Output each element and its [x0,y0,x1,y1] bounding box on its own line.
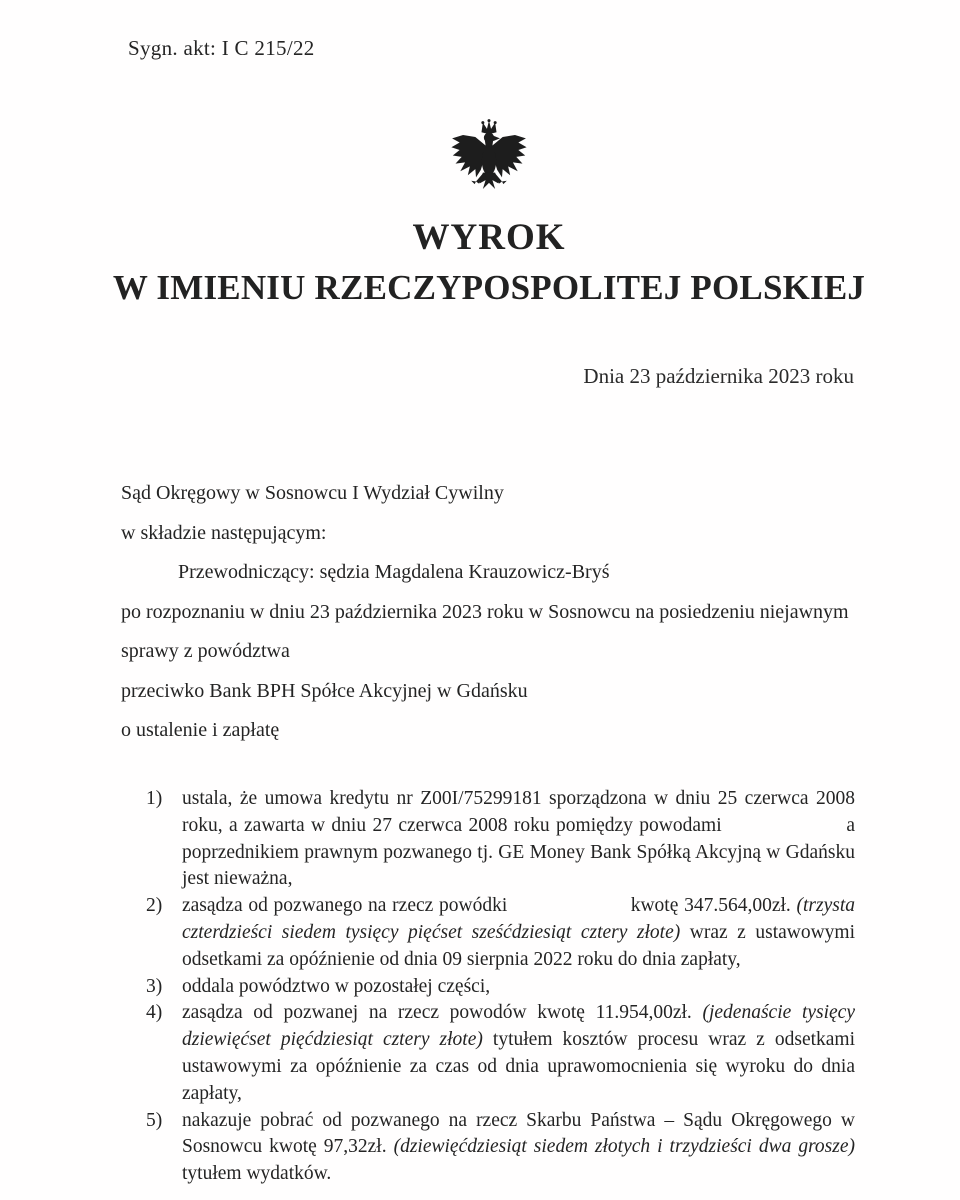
emblem-row [9,113,960,218]
order-item [146,893,855,973]
order-item-number: 2) [146,895,163,917]
order-item [146,1000,855,1107]
redaction-gap [513,910,625,911]
order-item-text: zasądza od pozwanego na rzecz powódki kwotę 347.564,00zł. (trzysta czterdzieści siedem tysięcy pięćset sześćdziesiąt cztery złote) wraz z ustawowymi odsetkami za opóźnienie od dnia 09 sierpnia 2022 roku do dnia zapłaty, [182,895,856,970]
court-name: Sąd Okręgowy w Sosnowcu I Wydział Cywilny [121,482,504,504]
panel-composition-intro: w składzie następującym: [121,521,327,544]
order-item-number: 3) [146,975,163,997]
order-item-text: oddala powództwo w pozostałej części, [182,975,491,997]
judgment-date: Dnia 23 października 2023 roku [583,364,854,388]
order-item [146,974,855,1001]
order-item-number: 5) [146,1109,163,1131]
order-item-number: 4) [146,1002,163,1024]
case-subject: o ustalenie i zapłatę [121,719,280,741]
case-number: Sygn. akt: I C 215/22 [128,36,315,60]
order-item-text: zasądza od pozwanej na rzecz powodów kwotę 11.954,00zł. (jedenaście tysięcy dziewięćset pięćdziesiąt cztery złote) tytułem kosztów procesu wraz z odsetkami ustawowymi za opóźnienie za czas od dnia uprawomocnienia się wyroku do dnia zapłaty, [182,1002,856,1104]
presiding-judge: Przewodniczący: sędzia Magdalena Krauzowicz-Bryś [178,561,610,583]
order-item [146,786,855,893]
court-block [121,482,881,759]
hearing-info: po rozpoznaniu w dniu 23 października 2023 roku w Sosnowcu na posiedzeniu niejawnym [121,600,849,623]
order-item-number: 1) [146,788,163,809]
judgment-title: WYROK [412,217,566,258]
judgment-subtitle: W IMIENIU RZECZYPOSPOLITEJ POLSKIEJ [112,268,866,307]
plaintiff-intro: sprawy z powództwa [121,640,290,662]
redaction-gap [728,830,840,831]
order-item-text: nakazuje pobrać od pozwanego na rzecz Skarbu Państwa – Sądu Okręgowego w Sosnowcu kwotę 97,32zł. (dziewięćdziesiąt siedem złotych i trzydzieści dwa grosze) tytułem wydatków. [182,1109,856,1185]
polish-eagle-emblem [448,113,530,213]
defendant-line: przeciwko Bank BPH Spółce Akcyjnej w Gdańsku [121,679,528,702]
order-list [146,786,855,1188]
order-item-text: ustala, że umowa kredytu nr Z00I/75299181 sporządzona w dniu 25 czerwca 2008 roku, a zawarta w dniu 27 czerwca 2008 roku pomiędzy powodami a poprzednikiem prawnym pozwanego tj. GE Money Bank Spółką Akcyjną w Gdańsku jest nieważna, [182,788,856,890]
order-item [146,1108,855,1188]
